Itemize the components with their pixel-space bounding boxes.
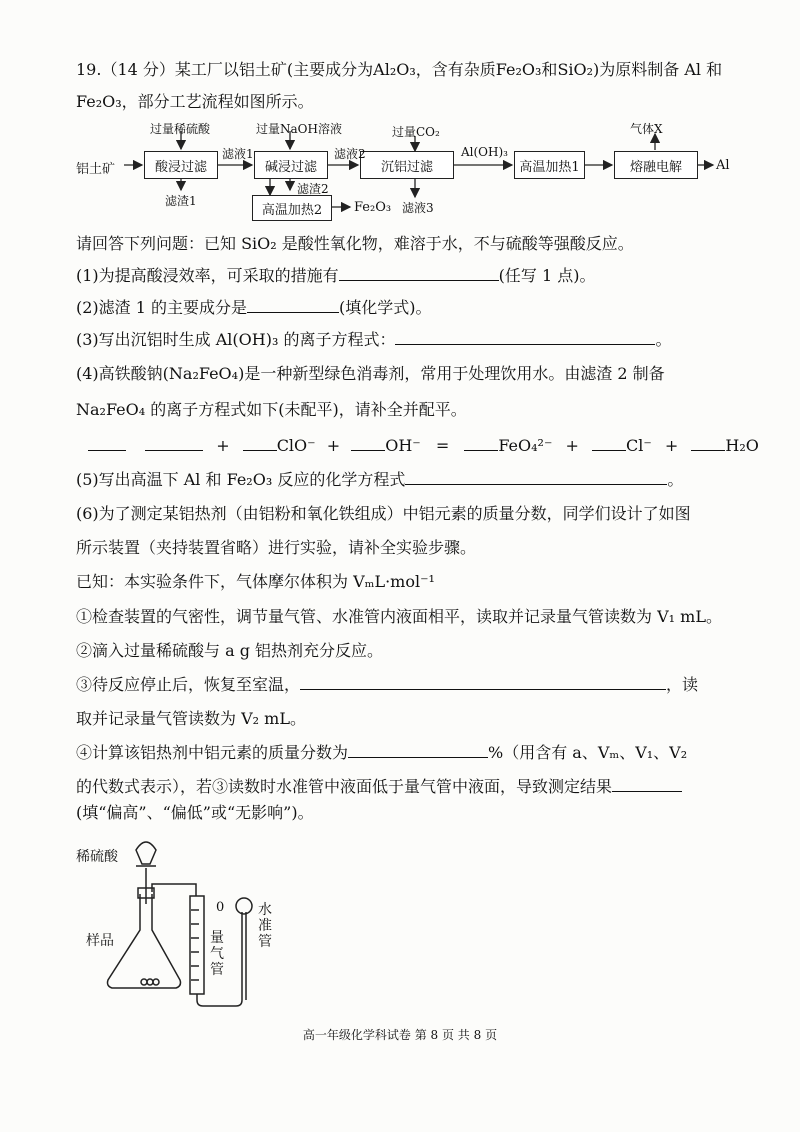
question-header-text: 19.（14 分）某工厂以铝土矿(主要成分为 — [76, 60, 374, 79]
answer-blank-q4-2[interactable] — [145, 436, 203, 451]
question-6-step2: ②滴入过量稀硫酸与 a g 铝热剂充分反应。 — [76, 641, 384, 660]
answer-blank-q1[interactable] — [339, 266, 499, 281]
question-1: (1)为提高酸浸效率，可采取的措施有 (任写 1 点)。 — [76, 266, 596, 285]
question-4-line1: (4)高铁酸钠(Na₂FeO₄)是一种新型绿色消毒剂，常用于处理饮用水。由滤渣 2 制备 — [76, 364, 665, 383]
flow-reagent-acid: 过量稀硫酸 — [150, 122, 211, 136]
flow-reagent-naoh: 过量NaOH溶液 — [256, 122, 342, 136]
answer-blank-q5[interactable] — [405, 470, 667, 485]
flow-box-al-precipitation: 沉铝过滤 — [360, 151, 454, 179]
answer-blank-q4-7[interactable] — [691, 436, 725, 451]
answer-blank-q4-1[interactable] — [88, 436, 126, 451]
apparatus-acid-label: 稀硫酸 — [76, 849, 118, 865]
answer-blank-q4-4[interactable] — [351, 436, 385, 451]
apparatus-zero-label: 0 — [216, 900, 225, 915]
question-6-step4: ④计算该铝热剂中铝元素的质量分数为 %（用含有 a、Vₘ、V₁、V₂ — [76, 743, 688, 762]
answer-blank-q4-5[interactable] — [464, 436, 498, 451]
intro-text: 请回答下列问题：已知 SiO₂ 是酸性氧化物，难溶于水，不与硫酸等强酸反应。 — [76, 234, 634, 253]
question-6-line2: 所示装置（夹持装置省略）进行实验，请补全实验步骤。 — [76, 538, 477, 557]
question-6-known: 已知：本实验条件下，气体摩尔体积为 VₘL·mol⁻¹ — [76, 572, 435, 591]
answer-blank-q3[interactable] — [395, 330, 655, 345]
answer-blank-q6-step3[interactable] — [300, 675, 666, 690]
question-6-step3: ③待反应停止后，恢复至室温， ，读 — [76, 675, 699, 694]
answer-blank-q2[interactable] — [247, 298, 339, 313]
flow-box-acid-leach: 酸浸过滤 — [144, 151, 218, 179]
question-header: 19.（14 分）某工厂以铝土矿(主要成分为Al₂O₃，含有杂质Fe₂O₃和SiO₂)为原料制备 Al 和 — [76, 60, 723, 79]
question-4-equation: + ClO⁻ + OH⁻ = FeO₄²⁻ + Cl⁻ + H₂O — [88, 436, 759, 456]
flow-box-heating-2: 高温加热2 — [252, 195, 332, 221]
apparatus-drawing — [0, 820, 320, 1020]
answer-blank-q4-6[interactable] — [592, 436, 626, 451]
flow-reagent-co2: 过量CO₂ — [392, 125, 440, 139]
question-2: (2)滤渣 1 的主要成分是 (填化学式)。 — [76, 298, 432, 317]
question-6-step4-line2: 的代数式表示），若③读数时水准管中液面低于量气管中液面，导致测定结果 — [76, 777, 682, 797]
flow-residue-1: 滤渣1 — [165, 194, 197, 208]
answer-blank-q4-3[interactable] — [243, 436, 277, 451]
apparatus-burette-label: 量气管 — [210, 930, 224, 978]
question-header-line2: Fe₂O₃，部分工艺流程如图所示。 — [76, 92, 314, 111]
flow-residue-2: 滤渣2 — [297, 182, 329, 196]
flow-filtrate-3: 滤液3 — [402, 201, 434, 215]
question-6-line1: (6)为了测定某铝热剂（由铝粉和氧化铁组成）中铝元素的质量分数，同学们设计了如图 — [76, 504, 691, 523]
question-6-step4-line3: (填“偏高”、“偏低”或“无影响”)。 — [76, 803, 314, 822]
question-5: (5)写出高温下 Al 和 Fe₂O₃ 反应的化学方程式 。 — [76, 470, 684, 489]
flow-filtrate-2: 滤液2 — [334, 147, 366, 161]
answer-blank-q6-step4[interactable] — [348, 743, 488, 758]
flow-gas-x: 气体X — [630, 122, 663, 136]
question-4-line2: Na₂FeO₄ 的离子方程式如下(未配平)，请补全并配平。 — [76, 400, 467, 419]
flow-box-alkali-leach: 碱浸过滤 — [254, 151, 328, 179]
flow-start-label: 铝土矿 — [76, 162, 116, 177]
question-6-step3-line2: 取并记录量气管读数为 V₂ mL。 — [76, 709, 306, 728]
flow-product-al: Al — [716, 158, 730, 173]
answer-blank-q6-result[interactable] — [612, 777, 682, 792]
flow-aloh3-label: Al(OH)₃ — [461, 145, 508, 159]
flow-product-fe2o3: Fe₂O₃ — [354, 200, 392, 215]
apparatus-sample-label: 样品 — [86, 933, 114, 949]
page-footer: 高一年级化学科试卷 第 8 页 共 8 页 — [302, 1028, 498, 1042]
flow-filtrate-1: 滤液1 — [222, 147, 254, 161]
question-6-step1: ①检查装置的气密性，调节量气管、水准管内液面相平，读取并记录量气管读数为 V₁ mL。 — [76, 607, 722, 626]
flowchart-arrows — [0, 0, 800, 230]
question-3: (3)写出沉铝时生成 Al(OH)₃ 的离子方程式： 。 — [76, 330, 672, 349]
flow-box-electrolysis: 熔融电解 — [614, 151, 698, 179]
flow-box-heating-1: 高温加热1 — [514, 151, 585, 179]
apparatus-level-tube-label: 水准管 — [258, 902, 272, 950]
